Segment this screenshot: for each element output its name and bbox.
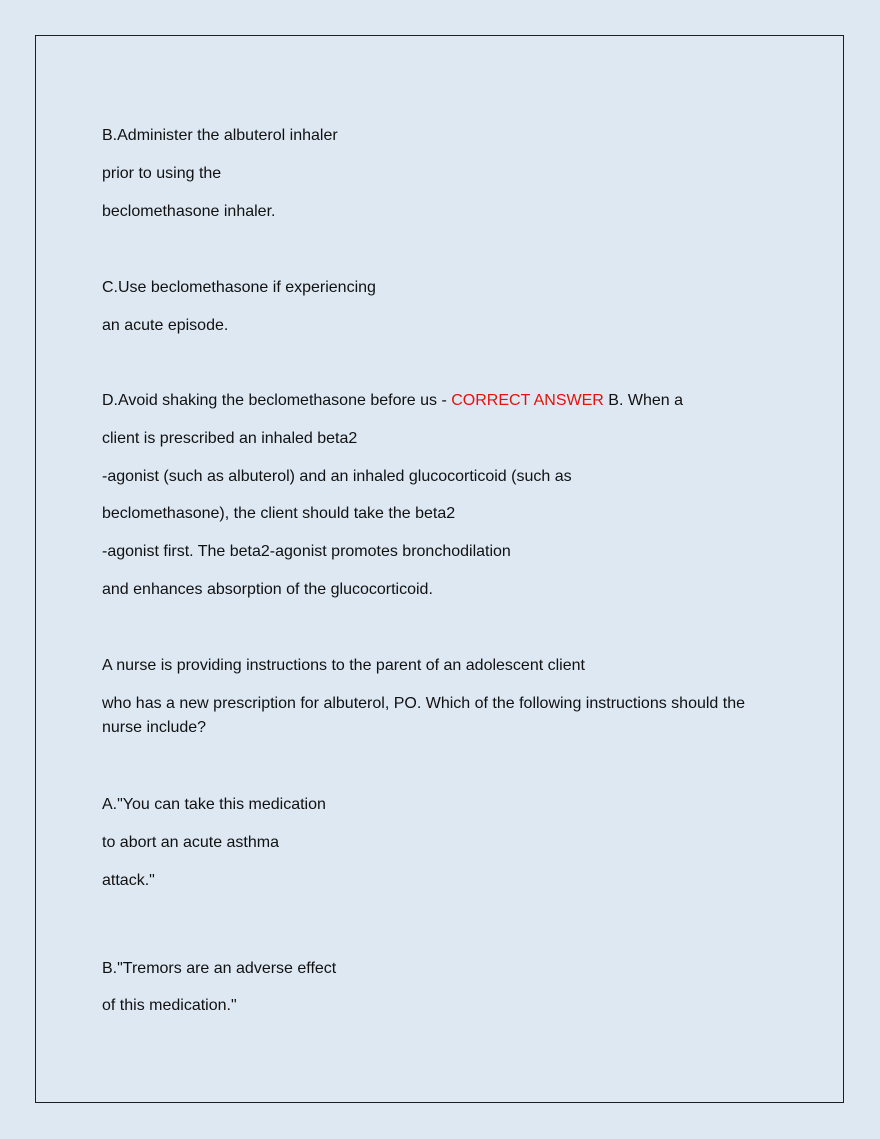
rationale-line-4: -agonist first. The beta2-agonist promotes bronchodilation bbox=[102, 543, 511, 560]
rationale-start: B. When a bbox=[603, 392, 684, 409]
option-d-text: D.Avoid shaking the beclomethasone before us - bbox=[102, 392, 452, 409]
answer-b-line-1: B."Tremors are an adverse effect bbox=[102, 960, 337, 977]
rationale-line-5: and enhances absorption of the glucocorticoid. bbox=[102, 581, 433, 598]
question-line-1: A nurse is providing instructions to the parent of an adolescent client bbox=[102, 657, 585, 674]
option-d-line bbox=[102, 389, 792, 413]
option-b-line-2: prior to using the bbox=[102, 165, 222, 182]
answer-b-line-2: of this medication." bbox=[102, 997, 237, 1014]
rationale-line-3: beclomethasone), the client should take the beta2 bbox=[102, 505, 456, 522]
answer-a-line-1: A."You can take this medication bbox=[102, 796, 326, 813]
answer-a-line-2: to abort an acute asthma bbox=[102, 834, 279, 851]
question-line-2: who has a new prescription for albuterol, PO. Which of the following instructions should the nurse include? bbox=[102, 695, 745, 736]
correct-answer-label: CORRECT ANSWER bbox=[451, 392, 604, 409]
rationale-line-2: -agonist (such as albuterol) and an inhaled glucocorticoid (such as bbox=[102, 468, 572, 485]
answer-a-line-3: attack." bbox=[102, 872, 155, 889]
option-c-line-2: an acute episode. bbox=[102, 317, 229, 334]
option-b-line-3: beclomethasone inhaler. bbox=[102, 203, 276, 220]
rationale-line-1: client is prescribed an inhaled beta2 bbox=[102, 430, 358, 447]
page-frame bbox=[35, 35, 844, 1103]
option-b-line-1: B.Administer the albuterol inhaler bbox=[102, 127, 338, 144]
option-c-line-1: C.Use beclomethasone if experiencing bbox=[102, 279, 376, 296]
